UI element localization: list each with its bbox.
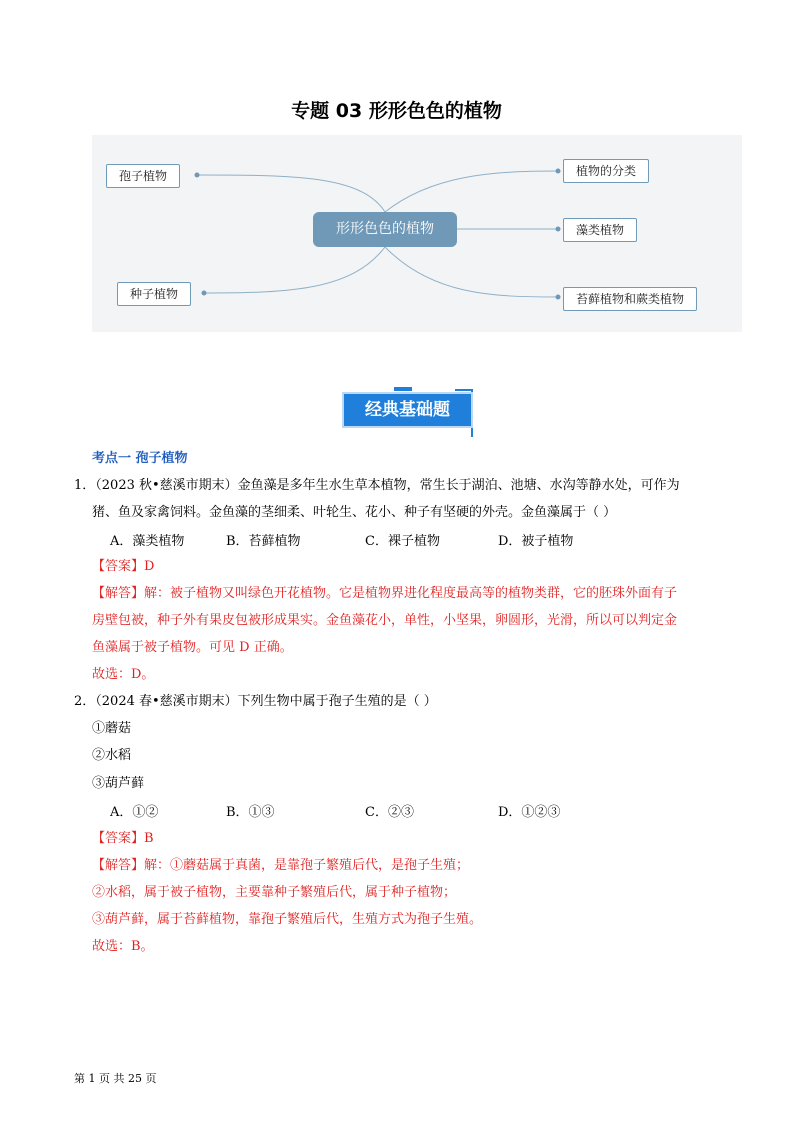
mind-map-node-spore-plants: 孢子植物 (106, 164, 180, 188)
q1-conclusion: 故选：D。 (92, 667, 155, 682)
mind-map-center-node: 形形色色的植物 (313, 212, 457, 247)
page-title: 专题 03 形形色色的植物 (291, 100, 502, 122)
mind-map-node-algae: 藻类植物 (563, 218, 637, 242)
q1-option-a: A．藻类植物 (110, 534, 185, 549)
q1-options (0, 530, 793, 550)
q2-item-2: ②水稻 (92, 748, 132, 763)
q1-option-b: B．苔藓植物 (226, 534, 301, 549)
q2-answer: 【答案】B (92, 831, 154, 846)
q2-explain-line-3: ③葫芦藓，属于苔藓植物，靠孢子繁殖后代，生殖方式为孢子生殖。 (92, 912, 483, 927)
q2-options (0, 801, 793, 821)
q2-option-b: B．①③ (226, 805, 275, 820)
q2-item-1: ①蘑菇 (92, 721, 132, 736)
section-banner (340, 387, 475, 433)
q2-explain-line-2: ②水稻，属于被子植物，主要靠种子繁殖后代，属于种子植物； (92, 885, 457, 900)
q2-option-c: C．②③ (365, 805, 414, 820)
q1-answer: 【答案】D (92, 559, 155, 574)
q1-option-c: C．裸子植物 (365, 534, 440, 549)
q2-item-3: ③葫芦藓 (92, 776, 145, 791)
q1-explain-line-3: 鱼藻属于被子植物。可见 D 正确。 (92, 640, 293, 655)
banner-label: 经典基础题 (342, 392, 473, 428)
q1-explain-line-2: 房壁包被，种子外有果皮包被形成果实。金鱼藻花小，单性，小坚果，卵圆形，光滑，所以可以判定金 (92, 613, 678, 628)
q1-option-d: D．被子植物 (498, 534, 574, 549)
q2-conclusion: 故选：B。 (92, 939, 154, 954)
page-footer: 第 1 页 共 25 页 (74, 1072, 157, 1085)
mind-map-node-moss-fern: 苔藓植物和蕨类植物 (563, 287, 697, 311)
q1-explain-line-1: 【解答】解：被子植物又叫绿色开花植物。它是植物界进化程度最高等的植物类群，它的胚珠外面有子 (92, 586, 678, 601)
mind-map-node-seed-plants: 种子植物 (117, 282, 191, 306)
mind-map (92, 135, 742, 332)
mind-map-node-classification: 植物的分类 (563, 159, 649, 183)
q2-stem: 2．（2024 春•慈溪市期末）下列生物中属于孢子生殖的是（ ） (74, 694, 437, 709)
q2-explain-line-1: 【解答】解：①蘑菇属于真菌，是靠孢子繁殖后代，是孢子生殖； (92, 858, 470, 873)
q2-option-d: D．①②③ (498, 805, 561, 820)
q1-stem-line-1: 1．（2023 秋•慈溪市期末）金鱼藻是多年生水生草本植物，常生长于湖泊、池塘、水沟等静水处，可作为 (74, 478, 680, 493)
q1-stem-line-2: 猪、鱼及家禽饲料。金鱼藻的茎细柔、叶轮生、花小、种子有坚硬的外壳。金鱼藻属于（ ） (92, 505, 617, 520)
section-heading: 考点一 孢子植物 (92, 451, 188, 466)
q2-option-a: A．①② (110, 805, 159, 820)
